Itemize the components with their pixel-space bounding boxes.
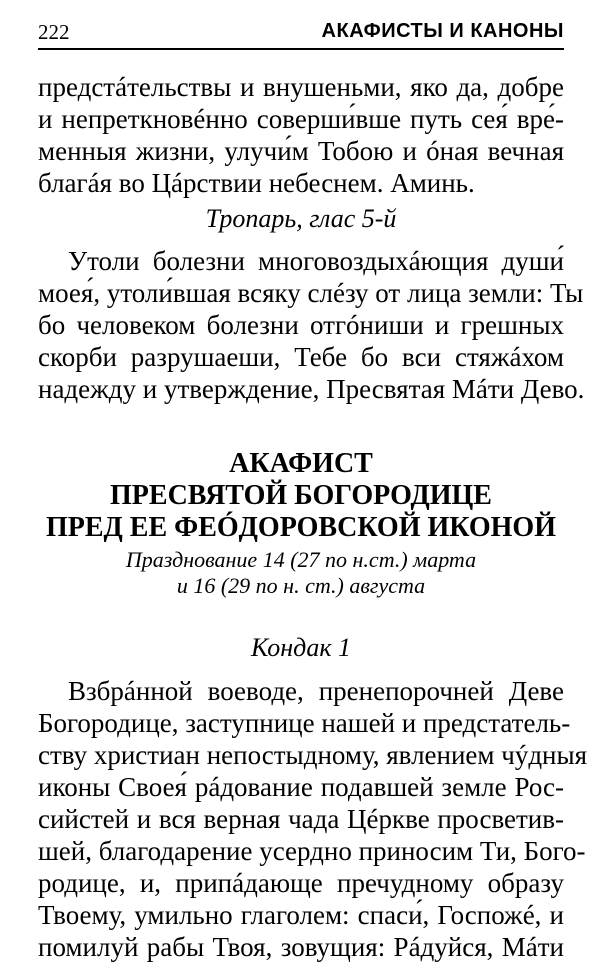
paragraph-line: Взбрáнной воеводе, пренепорочней Деве bbox=[68, 676, 564, 706]
paragraph-line: моея́, утоли́вшая всяку слéзу от лица земли: Ты bbox=[38, 278, 584, 308]
troparion-text bbox=[38, 245, 585, 405]
paragraph-line: шей, благодарение усердно приносим Ти, Бого- bbox=[38, 836, 586, 866]
feast-dates bbox=[38, 547, 564, 599]
akathist-title bbox=[38, 448, 564, 544]
paragraph-line: и непреткновéнно соверши́вше путь сея́ вре́- bbox=[38, 104, 564, 134]
paragraph-line: надежду и утверждение, Пресвятая Мáти Дево. bbox=[38, 374, 585, 404]
kontakion-heading: Кондак 1 bbox=[251, 633, 351, 662]
book-title: АКАФИСТЫ И КАНОНЫ bbox=[321, 20, 564, 42]
page-number: 222 bbox=[38, 20, 70, 44]
paragraph-line: менныя жизни, улучи́м Тобою и óная вечная bbox=[38, 136, 564, 166]
paragraph-line: родице, и, припáдающе пречудному образу bbox=[38, 868, 564, 898]
feast-date-line: и 16 (29 по н. ст.) августа bbox=[176, 573, 426, 598]
paragraph-line: благáя во Цáрствии небеснем. Аминь. bbox=[38, 168, 475, 198]
paragraph-line: помилуй рабы Твоя, зовущия: Рáдуйся, Мáти bbox=[38, 932, 564, 962]
feast-date-line: Празднование 14 (27 по н.ст.) марта bbox=[125, 547, 477, 572]
paragraph-line: ству христиан непостыдному, явлением чýдныя bbox=[38, 740, 588, 770]
akathist-title-line: АКАФИСТ bbox=[229, 448, 373, 479]
paragraph-line: иконы Своея́ рáдование подавшей земле Рос- bbox=[38, 772, 564, 802]
paragraph-line: Утоли болезни многовоздыхáющия души́ bbox=[68, 246, 564, 276]
troparion-heading: Тропарь, глас 5-й bbox=[205, 204, 397, 233]
running-head bbox=[38, 18, 564, 50]
paragraph-line: Твоему, умильно глаголем: спаси́, Госпожé, и bbox=[38, 900, 564, 930]
paragraph-line: Богородице, заступнице нашей и предстатель- bbox=[38, 708, 571, 738]
paragraph-line: бо человеком болезни отгóниши и грешных bbox=[38, 310, 564, 340]
paragraph-line: скорби разрушаеши, Тебе бо вси стяжáхом bbox=[38, 342, 564, 372]
opening-paragraph bbox=[38, 71, 564, 199]
paragraph-line: предстáтельствы и внушеньми, яко да, добре bbox=[38, 72, 564, 102]
kontakion-text bbox=[38, 675, 588, 963]
akathist-title-line: ПРЕСВЯТОЙ БОГОРОДИЦЕ bbox=[110, 480, 492, 511]
paragraph-line: сийстей и вся верная чада Цéркве просветив- bbox=[38, 804, 564, 834]
akathist-title-line: ПРЕД ЕЕ ФЕÓДОРОВСКОЙ ИКОНОЙ bbox=[45, 512, 556, 543]
